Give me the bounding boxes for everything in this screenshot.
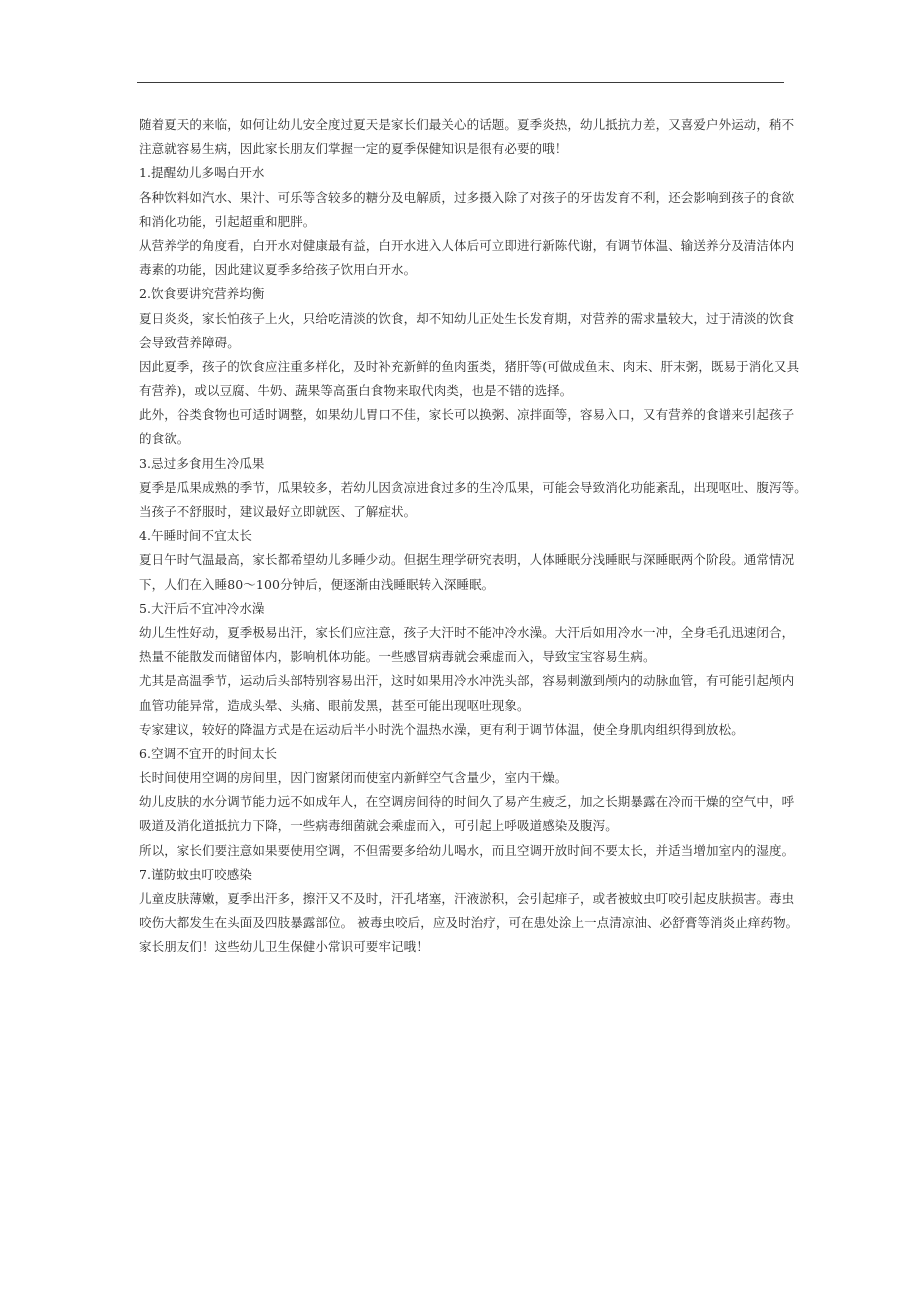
text-line: 毒素的功能，因此建议夏季多给孩子饮用白开水。 [139, 262, 417, 278]
text-line: 当孩子不舒服时，建议最好立即就医、了解症状。 [139, 504, 417, 519]
text-line: 此外，谷类食物也可适时调整，如果幼儿胃口不佳，家长可以换粥、凉拌面等，容易入口，又有营养的食谱来引起孩子 [139, 407, 795, 423]
section-heading: 3.忌过多食用生冷瓜果 [139, 455, 265, 471]
text-line: 夏季是瓜果成熟的季节，瓜果较多，若幼儿因贪凉进食过多的生冷瓜果，可能会导致消化功能紊乱，出现呕吐、腹泻等。 [139, 479, 807, 495]
text-line: 的食欲。 [139, 431, 190, 447]
section-heading: 4.午睡时间不宜太长 [139, 528, 252, 544]
text-line: 夏日炎炎，家长怕孩子上火，只给吃清淡的饮食，却不知幼儿正处生长发育期，对营养的需求量较大，过于清淡的饮食 [139, 310, 795, 326]
text-line: 因此夏季，孩子的饮食应注重多样化，及时补充新鲜的鱼肉蛋类，猪肝等(可做成鱼末、肉末、肝末粥，既易于消化又具 [139, 358, 800, 374]
text-line: 从营养学的角度看，白开水对健康最有益，白开水进入人体后可立即进行新陈代谢，有调节体温、输送养分及清洁体内 [139, 237, 795, 253]
text-line: 幼儿皮肤的水分调节能力远不如成年人，在空调房间待的时间久了易产生疲乏，加之长期暴露在冷而干燥的空气中，呼 [139, 794, 795, 810]
text-line: 有营养)，或以豆腐、牛奶、蔬果等高蛋白食物来取代肉类，也是不错的选择。 [139, 383, 573, 399]
text-line: 血管功能异常，造成头晕、头痛、眼前发黑，甚至可能出现呕吐现象。 [139, 697, 530, 713]
section-heading: 7.谨防蚊虫叮咬感染 [139, 866, 252, 882]
section-heading: 2.饮食要讲究营养均衡 [139, 286, 265, 302]
document-body [139, 113, 807, 960]
text-line: 长时间使用空调的房间里，因门窗紧闭而使室内新鲜空气含量少，室内干燥。 [139, 770, 568, 786]
text-line: 会导致营养障碍。 [139, 334, 240, 350]
section-heading: 5.大汗后不宜冲冷水澡 [139, 600, 265, 616]
text-line: 随着夏天的来临，如何让幼儿安全度过夏天是家长们最关心的话题。夏季炎热，幼儿抵抗力差，又喜爱户外运动，稍不 [139, 117, 795, 132]
section-heading: 1.提醒幼儿多喝白开水 [139, 165, 265, 181]
text-line: 所以，家长们要注意如果要使用空调，不但需要多给幼儿喝水，而且空调开放时间不要太长，并适当增加室内的湿度。 [139, 842, 795, 858]
text-line: 儿童皮肤薄嫩，夏季出汗多，擦汗又不及时，汗孔堵塞，汗液淤积，会引起痱子，或者被蚊虫叮咬引起皮肤损害。毒虫 [139, 891, 795, 906]
section-heading: 6.空调不宜开的时间太长 [139, 745, 278, 761]
text-line: 幼儿生性好动，夏季极易出汗，家长们应注意，孩子大汗时不能冲冷水澡。大汗后如用冷水一冲，全身毛孔迅速闭合， [139, 624, 795, 640]
text-line: 和消化功能，引起超重和肥胖。 [139, 213, 316, 229]
text-line: 吸道及消化道抵抗力下降，一些病毒细菌就会乘虚而入，可引起上呼吸道感染及腹泻。 [139, 818, 618, 834]
text-line: 专家建议，较好的降温方式是在运动后半小时洗个温热水澡，更有利于调节体温，使全身肌肉组织得到放松。 [139, 721, 744, 737]
text-line: 注意就容易生病，因此家长朋友们掌握一定的夏季保健知识是很有必要的哦！ [139, 141, 568, 157]
text-line: 夏日午时气温最高，家长都希望幼儿多睡少动。但据生理学研究表明，人体睡眠分浅睡眠与深睡眠两个阶段。通常情况 [139, 552, 795, 568]
header-rule [137, 82, 784, 83]
text-line: 各种饮料如汽水、果汁、可乐等含较多的糖分及电解质，过多摄入除了对孩子的牙齿发育不利，还会影响到孩子的食欲 [139, 189, 795, 205]
text-line: 家长朋友们！这些幼儿卫生保健小常识可要牢记哦！ [139, 939, 429, 955]
text-line: 热量不能散发而储留体内，影响机体功能。一些感冒病毒就会乘虚而入，导致宝宝容易生病。 [139, 649, 656, 665]
text-line: 尤其是高温季节，运动后头部特别容易出汗，这时如果用冷水冲洗头部，容易刺激到颅内的动脉血管，有可能引起颅内 [139, 673, 795, 689]
text-line: 咬伤大都发生在头面及四肢暴露部位。 被毒虫咬后，应及时治疗，可在患处涂上一点清凉油、必舒膏等消炎止痒药物。 [139, 915, 799, 931]
text-line: 下，人们在入睡80～100分钟后，便逐渐由浅睡眠转入深睡眠。 [139, 576, 495, 592]
